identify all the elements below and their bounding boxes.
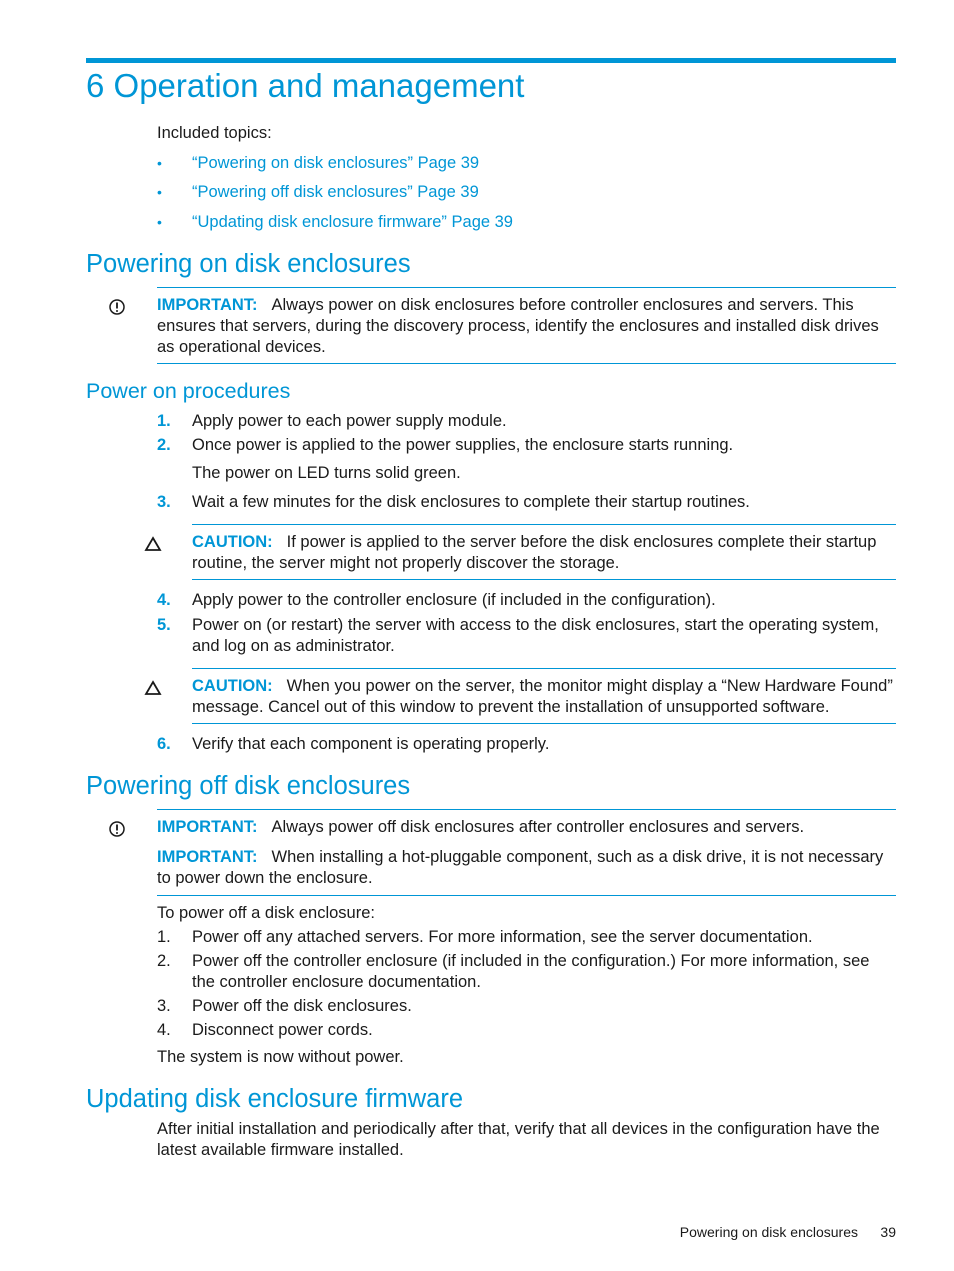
step-number: 6. (157, 735, 171, 753)
warning-triangle-icon (144, 680, 162, 696)
topic-link-updating-firmware[interactable]: “Updating disk enclosure firmware” Page 39 (192, 213, 513, 231)
topic-link-powering-on[interactable]: “Powering on disk enclosures” Page 39 (192, 154, 480, 172)
important-label: IMPORTANT: (157, 848, 258, 866)
step-number: 1. (157, 412, 171, 430)
caution-box-top-rule (192, 668, 896, 669)
step-text: Disconnect power cords. (192, 1021, 373, 1039)
exclamation-circle-icon (108, 820, 126, 838)
important-label: IMPORTANT: (157, 818, 258, 836)
included-topics-label: Included topics: (157, 124, 272, 142)
power-off-outro: The system is now without power. (157, 1048, 404, 1066)
caution-text: If power is applied to the server before the disk enclosures complete their startup routine, the server might not properly discover the storage. (192, 533, 877, 572)
step-number: 3. (157, 997, 171, 1015)
step-text: Power off any attached servers. For more information, see the server documentation. (192, 928, 813, 946)
important-note-power-off-2 (157, 847, 898, 889)
caution-label: CAUTION: (192, 533, 273, 551)
chapter-top-rule (86, 58, 896, 63)
step-text: Power on (or restart) the server with access to the disk enclosures, start the operating system, and log on as administrator. (192, 616, 879, 655)
step-text: Once power is applied to the power supplies, the enclosure starts running. (192, 436, 734, 454)
footer-section-name: Powering on disk enclosures (679, 1224, 858, 1240)
important-box-top-rule (157, 809, 896, 810)
important-text: Always power on disk enclosures before controller enclosures and servers. This ensures that servers, during the discovery process, identify the enclosures and installed disk drives as operational devices. (157, 296, 879, 356)
bullet: • (157, 184, 162, 200)
step-number: 2. (157, 436, 171, 454)
caution-box-bottom-rule (192, 579, 896, 580)
topic-link-powering-off[interactable]: “Powering off disk enclosures” Page 39 (192, 183, 479, 201)
chapter-title: 6 Operation and management (86, 67, 525, 104)
step-number: 4. (157, 1021, 171, 1039)
step-note: The power on LED turns solid green. (192, 464, 461, 482)
step-text: Apply power to each power supply module. (192, 412, 507, 430)
caution-text: When you power on the server, the monitor might display a “New Hardware Found” message. Cancel out of this window to prevent the installation of unsupported software. (192, 677, 893, 716)
step-number: 4. (157, 591, 171, 609)
caution-box-top-rule (192, 524, 896, 525)
important-box-top-rule (157, 287, 896, 288)
important-box-bottom-rule (157, 363, 896, 364)
important-text: When installing a hot-pluggable component, such as a disk drive, it is not necessary to power down the enclosure. (157, 848, 884, 887)
bullet: • (157, 155, 162, 171)
step-text: Wait a few minutes for the disk enclosures to complete their startup routines. (192, 493, 750, 511)
warning-triangle-icon (144, 536, 162, 552)
step-text: Verify that each component is operating properly. (192, 735, 550, 753)
step-text: Power off the disk enclosures. (192, 997, 412, 1015)
caution-label: CAUTION: (192, 677, 273, 695)
firmware-paragraph: After initial installation and periodically after that, verify that all devices in the configuration have the latest available firmware installed. (157, 1120, 880, 1159)
step-number: 5. (157, 616, 171, 634)
important-text: Always power off disk enclosures after controller enclosures and servers. (271, 818, 805, 836)
bullet: • (157, 214, 162, 230)
caution-box-bottom-rule (192, 723, 896, 724)
important-label: IMPORTANT: (157, 296, 258, 314)
footer-page-number: 39 (880, 1224, 896, 1240)
step-text: Apply power to the controller enclosure (if included in the configuration). (192, 591, 716, 609)
important-note-power-on (157, 295, 896, 358)
power-off-intro: To power off a disk enclosure: (157, 904, 375, 922)
section-title-updating-firmware: Updating disk enclosure firmware (86, 1085, 463, 1113)
important-note-power-off-1 (157, 817, 896, 838)
important-box-bottom-rule (157, 895, 896, 896)
caution-note-1 (192, 532, 898, 574)
step-number: 1. (157, 928, 171, 946)
step-number: 2. (157, 952, 171, 970)
subsection-title-power-on-procedures: Power on procedures (86, 379, 291, 403)
step-text: Power off the controller enclosure (if included in the configuration.) For more information, see the controller enclosure documentation. (192, 952, 870, 991)
step-number: 3. (157, 493, 171, 511)
exclamation-circle-icon (108, 298, 126, 316)
section-title-powering-on: Powering on disk enclosures (86, 250, 411, 278)
section-title-powering-off: Powering off disk enclosures (86, 772, 411, 800)
caution-note-2 (192, 676, 898, 718)
